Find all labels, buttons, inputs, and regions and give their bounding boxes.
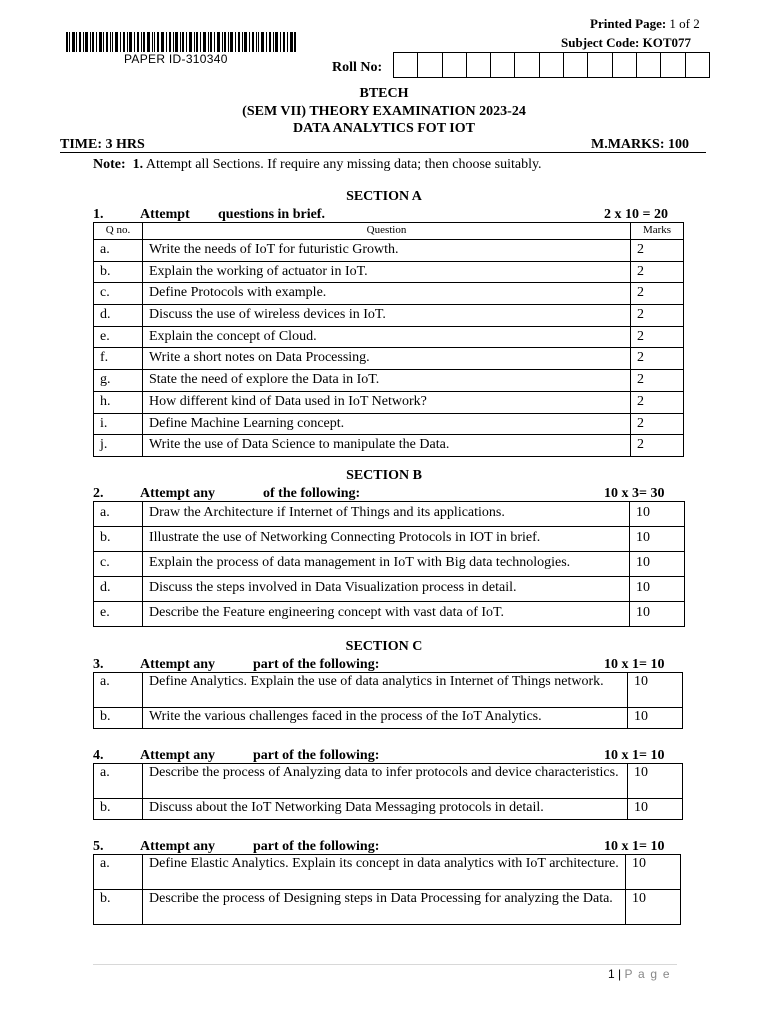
q3-marks: 10 x 1= 10 [604, 657, 665, 672]
q-marks: 10 [628, 708, 683, 729]
col-question-header: Question [143, 223, 631, 240]
section-c-title: SECTION C [345, 639, 423, 654]
q-marks: 2 [631, 283, 684, 305]
q-marks: 2 [631, 391, 684, 413]
q-marks: 10 [630, 527, 685, 552]
q-marks: 2 [631, 261, 684, 283]
q-text: Discuss the use of wireless devices in IoT. [143, 305, 631, 327]
table-row [94, 855, 681, 890]
q5-instruction-end: part of the following: [253, 839, 380, 854]
q5-marks: 10 x 1= 10 [604, 839, 665, 854]
roll-no-label: Roll No: [332, 60, 383, 75]
q-label: d. [94, 305, 143, 327]
note-number: 1. [132, 157, 144, 172]
table-row [94, 283, 684, 305]
instructions-note [93, 157, 542, 173]
page-separator: | [618, 967, 622, 981]
q-label: a. [94, 673, 143, 708]
page-number: 1 [608, 967, 615, 981]
header-divider [60, 152, 706, 153]
q3-table [93, 672, 683, 729]
q-text: Define Protocols with example. [143, 283, 631, 305]
q-text: Draw the Architecture if Internet of Things and its applications. [143, 502, 630, 527]
table-row [94, 326, 684, 348]
subject-title: DATA ANALYTICS FOT IOT [293, 121, 475, 136]
table-row [94, 552, 685, 577]
q-text: Describe the process of Analyzing data to infer protocols and device characteristics. [143, 764, 628, 799]
table-row [94, 240, 684, 262]
q5-instruction-start: Attempt any [140, 839, 216, 854]
q-text: Write the needs of IoT for futuristic Growth. [143, 240, 631, 262]
q-text: Write the use of Data Science to manipulate the Data. [143, 435, 631, 457]
section-a-table [93, 222, 684, 457]
table-row [94, 708, 683, 729]
q-marks: 2 [631, 435, 684, 457]
q-marks: 2 [631, 240, 684, 262]
q2-instruction-start: Attempt any [140, 486, 216, 501]
q-label: a. [94, 855, 143, 890]
q-marks: 2 [631, 370, 684, 392]
col-marks-header: Marks [631, 223, 684, 240]
barcode-image [66, 32, 296, 52]
q-label: b. [94, 261, 143, 283]
roll-no-digit-box[interactable] [661, 53, 685, 77]
q-text: Illustrate the use of Networking Connecting Protocols in IOT in brief. [143, 527, 630, 552]
q-marks: 10 [626, 890, 681, 925]
note-text: Attempt all Sections. If require any missing data; then choose suitably. [145, 157, 542, 172]
q-label: a. [94, 502, 143, 527]
q-marks: 10 [630, 502, 685, 527]
q-marks: 2 [631, 305, 684, 327]
q-label: d. [94, 577, 143, 602]
q-marks: 10 [630, 552, 685, 577]
q-text: Discuss about the IoT Networking Data Messaging protocols in detail. [143, 799, 628, 820]
roll-no-digit-box[interactable] [394, 53, 418, 77]
section-b-table [93, 501, 685, 627]
q-label: a. [94, 240, 143, 262]
printed-page-label: Printed Page: [590, 16, 667, 31]
footer-divider [93, 964, 677, 965]
table-row [94, 764, 683, 799]
max-marks: M.MARKS: 100 [591, 137, 689, 152]
q-label: b. [94, 527, 143, 552]
q-text: How different kind of Data used in IoT Network? [143, 391, 631, 413]
q-text: State the need of explore the Data in IoT. [143, 370, 631, 392]
q4-instruction-start: Attempt any [140, 748, 216, 763]
subject-code-label: Subject Code: [561, 35, 640, 50]
subject-code-value: KOT077 [642, 35, 692, 50]
q-marks: 10 [628, 764, 683, 799]
roll-no-digit-box[interactable] [540, 53, 564, 77]
page-word: P a g e [624, 967, 671, 981]
table-row [94, 577, 685, 602]
q-label: e. [94, 326, 143, 348]
q2-marks: 10 x 3= 30 [604, 486, 665, 501]
table-row [94, 413, 684, 435]
q-label: f. [94, 348, 143, 370]
table-row [94, 348, 684, 370]
q-text: Describe the Feature engineering concept with vast data of IoT. [143, 602, 630, 627]
q4-table [93, 763, 683, 820]
note-label: Note: [93, 157, 126, 172]
q-label: b. [94, 890, 143, 925]
q-text: Define Machine Learning concept. [143, 413, 631, 435]
q-marks: 2 [631, 348, 684, 370]
printed-page-value: 1 of 2 [669, 16, 700, 31]
q-label: i. [94, 413, 143, 435]
q-label: c. [94, 283, 143, 305]
table-row [94, 305, 684, 327]
q-label: e. [94, 602, 143, 627]
q-label: a. [94, 764, 143, 799]
q-marks: 10 [630, 577, 685, 602]
roll-no-digit-box[interactable] [491, 53, 515, 77]
roll-no-digit-box[interactable] [443, 53, 467, 77]
q-label: b. [94, 799, 143, 820]
table-row [94, 602, 685, 627]
roll-no-digit-box[interactable] [613, 53, 637, 77]
subject-code [561, 35, 691, 51]
q-text: Write the various challenges faced in the process of the IoT Analytics. [143, 708, 628, 729]
roll-no-digit-box[interactable] [564, 53, 588, 77]
roll-no-boxes[interactable] [393, 52, 710, 78]
q-label: b. [94, 708, 143, 729]
q-marks: 2 [631, 326, 684, 348]
roll-no-digit-box[interactable] [418, 53, 442, 77]
roll-no-digit-box[interactable] [467, 53, 491, 77]
q-text: Explain the working of actuator in IoT. [143, 261, 631, 283]
exam-title: (SEM VII) THEORY EXAMINATION 2023-24 [242, 104, 526, 119]
table-row [94, 370, 684, 392]
q4-instruction-end: part of the following: [253, 748, 380, 763]
q1-instruction-start: Attempt [140, 207, 190, 222]
table-row [94, 502, 685, 527]
q1-instruction-end: questions in brief. [218, 207, 325, 222]
q5-number: 5. [93, 839, 104, 854]
q-label: g. [94, 370, 143, 392]
time-allowed: TIME: 3 HRS [60, 137, 145, 152]
paper-id: PAPER ID-310340 [124, 52, 228, 66]
q-marks: 10 [626, 855, 681, 890]
q-text: Discuss the steps involved in Data Visualization process in detail. [143, 577, 630, 602]
roll-no-digit-box[interactable] [588, 53, 612, 77]
q-marks: 10 [628, 799, 683, 820]
q-marks: 2 [631, 413, 684, 435]
col-qno-header: Q no. [94, 223, 143, 240]
table-row [94, 391, 684, 413]
q5-table [93, 854, 681, 925]
table-row [94, 261, 684, 283]
q3-number: 3. [93, 657, 104, 672]
q-text: Describe the process of Designing steps in Data Processing for analyzing the Data. [143, 890, 626, 925]
q-text: Define Analytics. Explain the use of data analytics in Internet of Things network. [143, 673, 628, 708]
q2-instruction-end: of the following: [263, 486, 361, 501]
table-row [94, 527, 685, 552]
table-row [94, 673, 683, 708]
q1-number: 1. [93, 207, 104, 222]
q1-marks: 2 x 10 = 20 [604, 207, 668, 222]
q-marks: 10 [630, 602, 685, 627]
table-row [94, 435, 684, 457]
q3-instruction-start: Attempt any [140, 657, 216, 672]
q4-marks: 10 x 1= 10 [604, 748, 665, 763]
roll-no-digit-box[interactable] [637, 53, 661, 77]
q-marks: 10 [628, 673, 683, 708]
page-footer [608, 967, 671, 981]
q4-number: 4. [93, 748, 104, 763]
q-text: Explain the concept of Cloud. [143, 326, 631, 348]
roll-no-digit-box[interactable] [686, 53, 709, 77]
table-row [94, 890, 681, 925]
q2-number: 2. [93, 486, 104, 501]
program-title: BTECH [359, 86, 409, 101]
printed-page [590, 16, 700, 32]
table-header-row [94, 223, 684, 240]
q-text: Write a short notes on Data Processing. [143, 348, 631, 370]
q-label: c. [94, 552, 143, 577]
section-b-title: SECTION B [346, 468, 422, 483]
q-label: j. [94, 435, 143, 457]
q-label: h. [94, 391, 143, 413]
q-text: Define Elastic Analytics. Explain its concept in data analytics with IoT architecture. [143, 855, 626, 890]
roll-no-digit-box[interactable] [515, 53, 539, 77]
section-a-title: SECTION A [346, 189, 422, 204]
table-row [94, 799, 683, 820]
q-text: Explain the process of data management in IoT with Big data technologies. [143, 552, 630, 577]
q3-instruction-end: part of the following: [253, 657, 380, 672]
